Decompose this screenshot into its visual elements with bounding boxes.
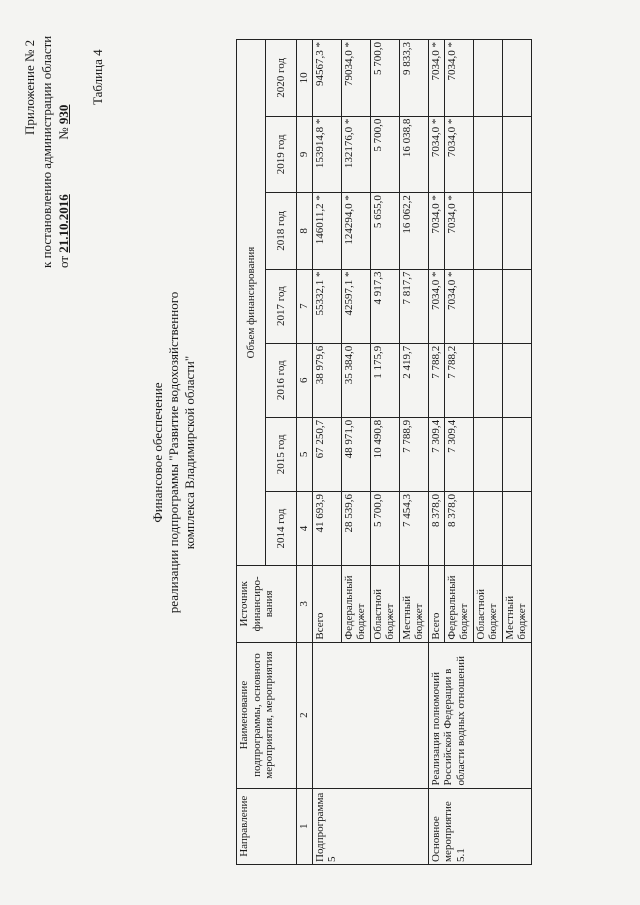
value-cell: 5 655,0: [370, 193, 399, 269]
year-header: 2015 год: [266, 417, 297, 491]
value-cell: [502, 116, 531, 192]
value-cell: 7034,0 *: [428, 193, 444, 269]
column-number: 2: [297, 642, 313, 788]
value-cell: 7 788,2: [428, 343, 444, 417]
resolution-date-line: [56, 105, 71, 268]
header-direction: Направление: [237, 788, 297, 864]
value-cell: 8 378,0: [444, 491, 473, 565]
value-cell: [473, 491, 502, 565]
year-header: 2016 год: [266, 343, 297, 417]
value-cell: 7 309,4: [428, 417, 444, 491]
value-cell: [502, 343, 531, 417]
direction-cell: Подпрограмма 5: [312, 788, 428, 864]
value-cell: 7 309,4: [444, 417, 473, 491]
value-cell: 7 788,2: [444, 343, 473, 417]
column-number: 9: [297, 116, 313, 192]
document-title-line-3: комплекса Владимирской области": [182, 355, 197, 550]
header-source: Источник финансиро-вания: [237, 566, 297, 642]
value-cell: [502, 193, 531, 269]
year-header: 2017 год: [266, 269, 297, 343]
column-number: 7: [297, 269, 313, 343]
value-cell: [502, 491, 531, 565]
value-cell: 132176,0 *: [341, 116, 370, 192]
value-cell: [473, 193, 502, 269]
value-cell: 146011,2 *: [312, 193, 341, 269]
resolution-date: 21.10.2016: [56, 194, 71, 253]
value-cell: 79034,0 *: [341, 40, 370, 117]
column-number: 4: [297, 491, 313, 565]
appendix-label: Приложение № 2: [22, 39, 37, 135]
value-cell: 7034,0 *: [444, 193, 473, 269]
value-cell: 5 700,0: [370, 491, 399, 565]
header-name: Наименование подпрограммы, основного мероприятия, мероприятия: [237, 642, 297, 788]
value-cell: 94567,3 *: [312, 40, 341, 117]
value-cell: [473, 417, 502, 491]
name-cell: Реализация полномочий Российской Федерации в области водных отношений: [428, 642, 531, 788]
name-cell: [312, 642, 428, 788]
value-cell: 42597,1 *: [341, 269, 370, 343]
source-cell: Областной бюджет: [473, 566, 502, 642]
year-header: 2014 год: [266, 491, 297, 565]
value-cell: 38 979,6: [312, 343, 341, 417]
value-cell: 55332,1 *: [312, 269, 341, 343]
source-cell: Местный бюджет: [502, 566, 531, 642]
value-cell: 153914,8 *: [312, 116, 341, 192]
value-cell: 28 539,6: [341, 491, 370, 565]
value-cell: [473, 269, 502, 343]
value-cell: 8 378,0: [428, 491, 444, 565]
source-cell: Областной бюджет: [370, 566, 399, 642]
date-prefix: от: [56, 255, 71, 268]
column-number: 6: [297, 343, 313, 417]
value-cell: 7 788,9: [399, 417, 428, 491]
value-cell: [473, 116, 502, 192]
year-header: 2020 год: [266, 40, 297, 117]
value-cell: 124294,0 *: [341, 193, 370, 269]
document-title-line-2: реализации подпрограммы "Развитие водохозяйственного: [166, 291, 181, 614]
value-cell: 2 419,7: [399, 343, 428, 417]
value-cell: 7034,0 *: [428, 116, 444, 192]
value-cell: 48 971,0: [341, 417, 370, 491]
value-cell: 41 693,9: [312, 491, 341, 565]
value-cell: [502, 269, 531, 343]
value-cell: 7034,0 *: [428, 269, 444, 343]
resolution-label: к постановлению администрации области: [39, 35, 54, 268]
table-header-row: [237, 40, 266, 865]
value-cell: 35 384,0: [341, 343, 370, 417]
source-cell: Федеральный бюджет: [341, 566, 370, 642]
value-cell: 16 038,8: [399, 116, 428, 192]
value-cell: 9 833,3: [399, 40, 428, 117]
column-number: 8: [297, 193, 313, 269]
column-number: 10: [297, 40, 313, 117]
value-cell: [473, 40, 502, 117]
value-cell: 16 062,2: [399, 193, 428, 269]
value-cell: 7034,0 *: [444, 269, 473, 343]
direction-cell: Основное мероприятие 5.1: [428, 788, 531, 864]
table-label: Таблица 4: [90, 49, 105, 105]
column-number: 5: [297, 417, 313, 491]
value-cell: 67 250,7: [312, 417, 341, 491]
value-cell: 7 454,3: [399, 491, 428, 565]
column-number: 1: [297, 788, 313, 864]
value-cell: [502, 40, 531, 117]
value-cell: 10 490,8: [370, 417, 399, 491]
source-cell: Всего: [312, 566, 341, 642]
table-row: [428, 40, 444, 865]
number-prefix: №: [56, 127, 71, 140]
value-cell: [473, 343, 502, 417]
value-cell: 5 700,0: [370, 116, 399, 192]
column-number: 3: [297, 566, 313, 642]
header-volume: Объем финансирования: [237, 40, 266, 566]
table-row: [312, 40, 341, 865]
value-cell: 7034,0 *: [428, 40, 444, 117]
document-title-line-1: Финансовое обеспечение: [150, 382, 165, 523]
resolution-number: 930: [56, 104, 71, 125]
source-cell: Всего: [428, 566, 444, 642]
value-cell: [502, 417, 531, 491]
value-cell: 1 175,9: [370, 343, 399, 417]
value-cell: 7 817,7: [399, 269, 428, 343]
value-cell: 7034,0 *: [444, 40, 473, 117]
source-cell: Федеральный бюджет: [444, 566, 473, 642]
financing-table: [236, 39, 532, 865]
value-cell: 4 917,3: [370, 269, 399, 343]
value-cell: 5 700,0: [370, 40, 399, 117]
year-header: 2019 год: [266, 116, 297, 192]
source-cell: Местный бюджет: [399, 566, 428, 642]
column-numbers-row: [297, 40, 313, 865]
year-header: 2018 год: [266, 193, 297, 269]
value-cell: 7034,0 *: [444, 116, 473, 192]
